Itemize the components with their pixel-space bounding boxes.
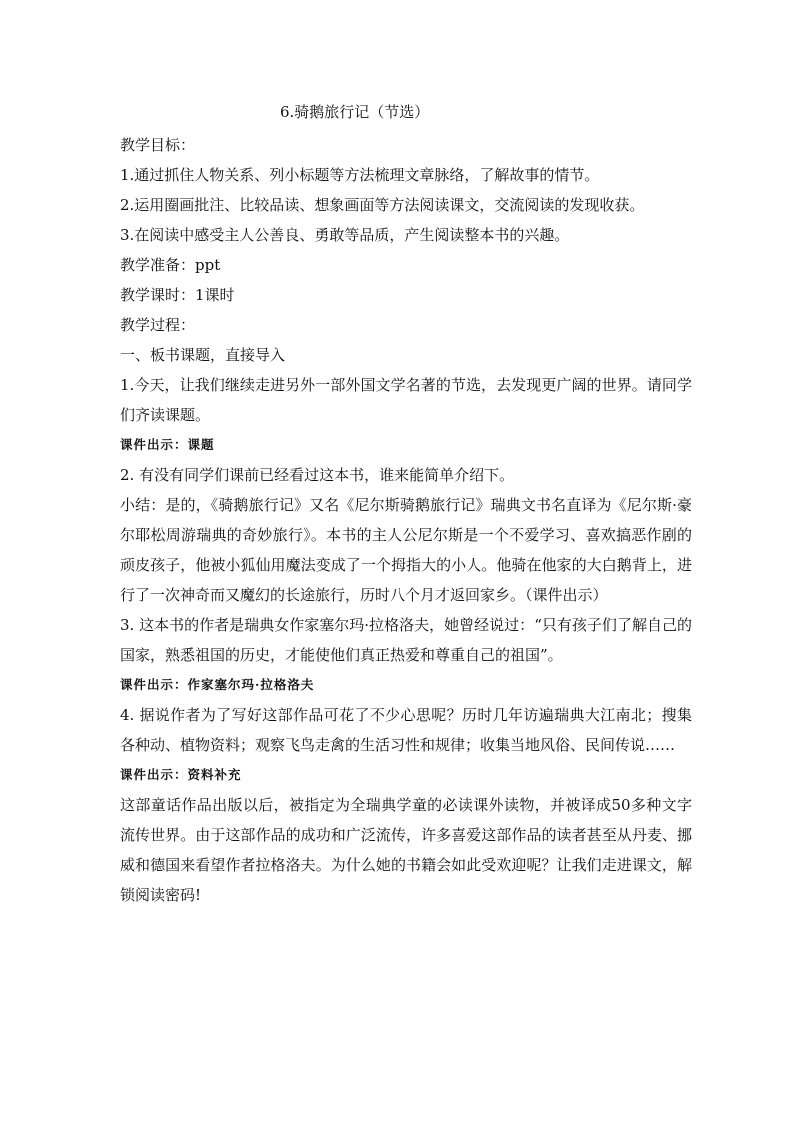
courseware-note-materials: 课件出示：资料补充 bbox=[120, 767, 242, 782]
objective-item-1: 1.通过抓住人物关系、列小标题等方法梳理文章脉络，了解故事的情节。 bbox=[120, 166, 600, 184]
step-paragraph-4: 4. 据说作者为了写好这部作品可花了不少心思呢？历时几年访遍瑞典大江南北；搜集各种动、植物资料；观察飞鸟走禽的生活习性和规律；收集当地风俗、民间传说…… bbox=[120, 706, 692, 754]
objective-item-3: 3.在阅读中感受主人公善良、勇敢等品质，产生阅读整本书的兴趣。 bbox=[120, 226, 570, 244]
section-heading-objectives: 教学目标： bbox=[120, 136, 196, 154]
lesson-plan-body bbox=[120, 98, 692, 910]
section-heading-process: 教学过程： bbox=[120, 316, 196, 334]
document-title: 6.骑鹅旅行记（节选） bbox=[280, 103, 430, 121]
objective-item-2: 2.运用圈画批注、比较品读、想象画面等方法阅读课文，交流阅读的发现收获。 bbox=[120, 196, 645, 214]
teaching-preparation: 教学准备：ppt bbox=[120, 256, 221, 274]
step-paragraph-3: 3. 这本书的作者是瑞典女作家塞尔玛·拉格洛夫，她曾经说过：“只有孩子们了解自己的国家，熟悉祖国的历史，才能使他们真正热爱和尊重自己的祖国”。 bbox=[120, 616, 692, 664]
courseware-note-author: 课件出示：作家塞尔玛·拉格洛夫 bbox=[120, 677, 315, 692]
closing-paragraph: 这部童话作品出版以后，被指定为全瑞典学童的必读课外读物，并被译成50多种文字流传世界。由于这部作品的成功和广泛流传，许多喜爱这部作品的读者甚至从丹麦、挪威和德国来看望作者拉格洛夫。为什么她的书籍会如此受欢迎呢？让我们走进课文，解锁阅读密码! bbox=[120, 796, 692, 904]
step-paragraph-1: 1.今天，让我们继续走进另外一部外国文学名著的节选，去发现更广阔的世界。请同学们齐读课题。 bbox=[120, 376, 692, 424]
step-heading-1: 一、板书课题，直接导入 bbox=[120, 346, 286, 364]
courseware-note-title: 课件出示：课题 bbox=[120, 437, 215, 452]
summary-paragraph: 小结：是的，《骑鹅旅行记》又名《尼尔斯骑鹅旅行记》瑞典文书名直译为《尼尔斯·豪尔耶松周游瑞典的奇妙旅行》。本书的主人公尼尔斯是一个不爱学习、喜欢搞恶作剧的顽皮孩子，他被小狐仙用魔法变成了一个拇指大的小人。他骑在他家的大白鹅背上，进行了一次神奇而又魔幻的长途旅行，历时八个月才返回家乡。（课件出示） bbox=[120, 496, 692, 604]
teaching-duration: 教学课时：1课时 bbox=[120, 286, 235, 304]
step-paragraph-2: 2. 有没有同学们课前已经看过这本书，谁来能简单介绍下。 bbox=[120, 466, 515, 484]
